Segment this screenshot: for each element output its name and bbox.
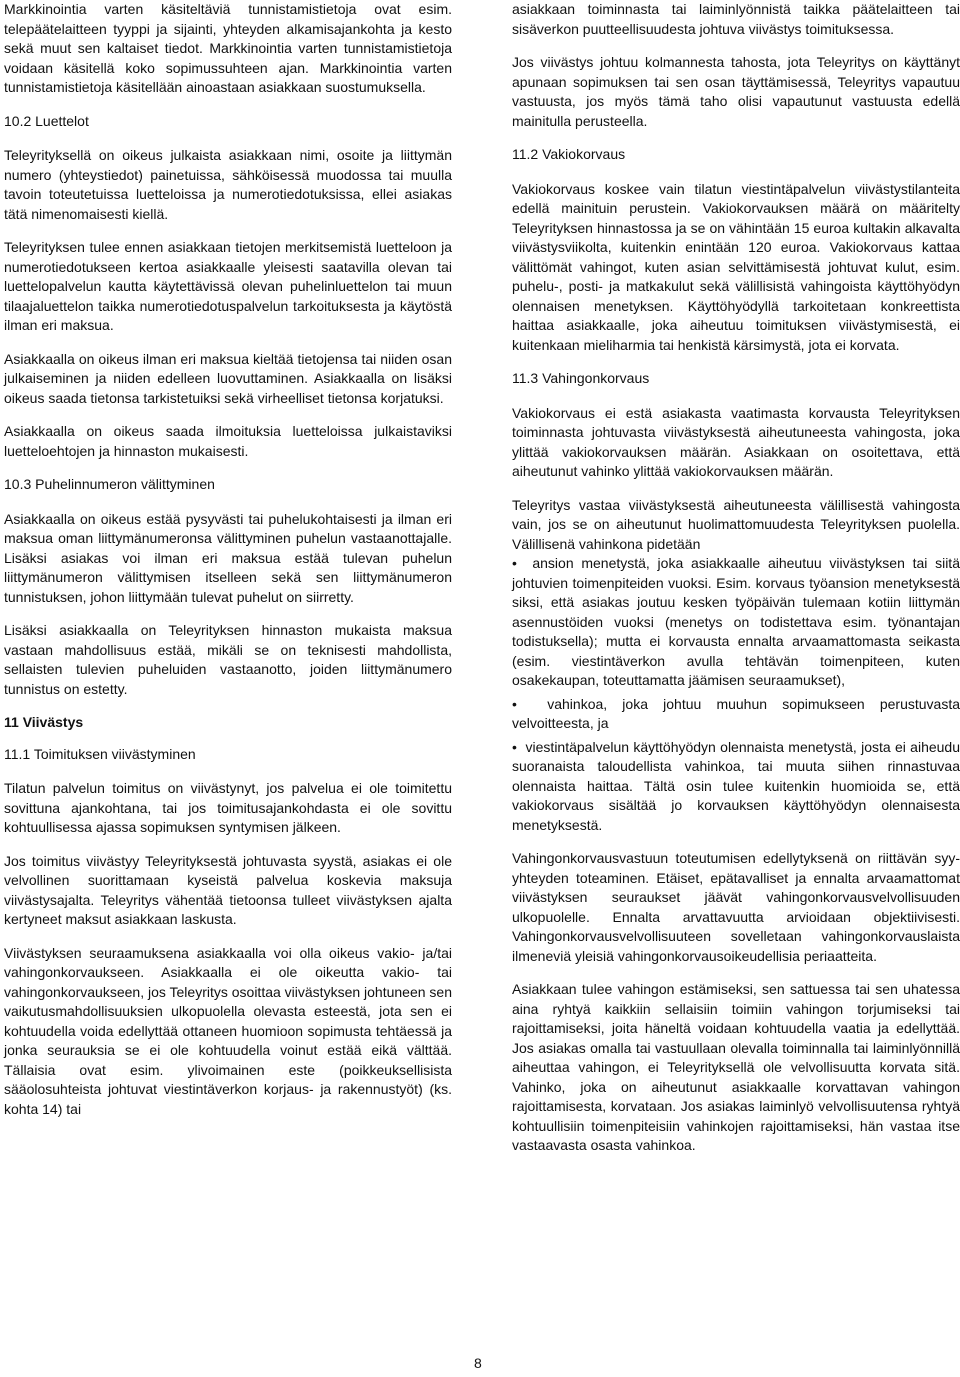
- right-column: [512, 0, 960, 1170]
- paragraph-customer-fault: asiakkaan toiminnasta tai laiminlyönnistä taikka päätelaitteen tai sisäverkon puutteellisuudesta johtuva viivästys toimituksessa.: [512, 1, 960, 37]
- heading-11-delay: 11 Viivästys: [4, 714, 84, 730]
- paragraph-standard-compensation: Vakiokorvaus koskee vain tilatun viestintäpalvelun viivästystilanteita edellä mainituin perustein. Vakiokorvauksen määrä on määritelty Teleyrityksen hinnastossa ja se on vähintään 15 euroa kultakin alkavalta viivästysviikolta, kuitenkin enintään 120 euroa. Vakiokorvaus kattaa välittömät vahingot, kuten asian selvittämisestä johtuvat kulut, esim. puhelu-, posti- ja matkakulut sekä välillisistä vahingoista käyttöhyödyn olennaisen menetyksen. Käyttöhyödyllä tarkoitetaan konkreettista haittaa asiakkaalle, joka aiheutuu toimituksen viivästymisestä, ei kuitenkaan mieliharmia tai henkistä kärsimystä, jota ei korvata.: [512, 180, 960, 353]
- list-item: • ansion menetystä, joka asiakkaalle aiheutuu viivästyksen tai siitä johtuvien toimenpiteiden vuoksi. Esim. korvaus työansion menetyksestä siksi, että asiakas joutuu kesken työpäivän tulemaan kotiin liittymän asennustöiden vuoksi (menetys on todistettava esim. työnantajan todistuksella); mutta ei korvausta ennalta arvaamattomasta seikasta (esim. viestintäverkon avulla tehtävän toimenpiteen, kuten osakekaupan, toteuttamatta jäämisen seuraamukset),: [512, 554, 960, 691]
- list-item: • vahinkoa, joka johtuu muuhun sopimukseen perustuvasta velvoitteesta, ja: [512, 695, 960, 734]
- paragraph-limit-damage: Asiakkaan tulee vahingon estämiseksi, sen sattuessa tai sen uhatessa aina ryhtyä kaikkiin sellaisiin toimiin vahingon torjumiseksi tai rajoittamiseksi, joita häneltä voidaan kohtuudella vaatia ja edellyttää. Jos asiakas omalla tai vastuullaan olevalla toiminnalla tai laiminlyönnillä aiheuttaa vahingon, ei Teleyrityksellä ole velvollisuutta korvata sitä. Vahinko, joka on aiheutunut asiakkaalle korvattavan vahingon rajoittamisesta, korvataan. Jos asiakas laiminlyö velvollisuutensa ryhtyä kohtuullisiin toimenpiteisiin vahinkojen rajoittamiseksi, hän vastaa itse vastaavasta osasta vahinkoa.: [512, 981, 960, 1153]
- paragraph-prohibit-publication: Asiakkaalla on oikeus ilman eri maksua kieltää tietojensa tai niiden osan julkaiseminen ja niiden edelleen luovuttaminen. Asiakkaalla on lisäksi oikeus saada tietonsa tarkistetuiksi sekä virheelliset tietonsa korjatuksi.: [4, 350, 452, 406]
- heading-10-2-directories: 10.2 Luettelot: [4, 112, 89, 129]
- paragraph-block-incoming: Lisäksi asiakkaalla on Teleyrityksen hinnaston mukaista maksua vastaan mahdollisuus estää, mikäli se on teknisesti mahdollista, sellaisten tulevien puheluiden vastaanotto, joiden liittymänumero tunnistus on estetty.: [4, 622, 452, 697]
- paragraph-indirect-damage: Teleyritys vastaa viivästyksestä aiheutuneesta välillisestä vahingosta vain, jos se on aiheutunut huolimattomuudesta Teleyrityksen puolella. Välillisenä vahinkona pidetään: [512, 496, 960, 552]
- heading-11-2-standard-compensation: 11.2 Vakiokorvaus: [512, 146, 626, 162]
- paragraph-delivery-delayed: Tilatun palvelun toimitus on viivästynyt, jos palvelua ei ole toimitettu sovittuna ajankohtana, tai jos toimitusajankohdasta ei ole sovittu kohtuullisessa ajassa sopimuksen syntymisen jälkeen.: [4, 780, 452, 835]
- page-number: 8: [474, 1355, 482, 1371]
- paragraph-delay-payments: Jos toimitus viivästyy Teleyrityksestä johtuvasta syystä, asiakas ei ole velvollinen suorittamaan kyseistä palvelua koskevia maksuja viivästysajalta. Teleyritys vähentää tietoonsa tulleet viivästyksen ajalta kertyneet maksut asiakkaan laskusta.: [4, 852, 452, 927]
- indirect-damage-list: [512, 554, 960, 835]
- heading-10-3-number-transmission: 10.3 Puhelinnumeron välittyminen: [4, 476, 215, 492]
- paragraph-directory-ads: Asiakkaalla on oikeus saada ilmoituksia luetteloissa julkaistaviksi luetteloehtojen ja hinnaston mukaisesti.: [4, 423, 452, 459]
- heading-11-3-damages: 11.3 Vahingonkorvaus: [512, 370, 650, 386]
- heading-11-1-delivery-delay: 11.1 Toimituksen viivästyminen: [4, 745, 196, 762]
- paragraph-delay-compensation: Viivästyksen seuraamuksena asiakkaalla voi olla oikeus vakio- ja/tai vahingonkorvaukseen. Asiakkaalla ei ole oikeutta vakio- tai vahingonkorvaukseen, jos Teleyritys osoittaa viivästyksen johtuneen sen vaikutusmahdollisuuksien ulkopuolella olevasta esteestä, jota sen ei kohtuudella voida edellyttää ottaneen huomioon sopimusta tehtäessä ja jonka seurauksia se ei ole kohtuudella voinut estää eikä välttää. Tällaisia ovat esim. ylivoimainen este (poikkeuksellisista sääolosuhteista johtuvat viestintäverkon korjaus- ja rakennustyöt) (ks. kohta 14) tai: [4, 944, 452, 1117]
- paragraph-damages-claim: Vakiokorvaus ei estä asiakasta vaatimasta korvausta Teleyrityksen toiminnasta johtuvasta viivästyksestä aiheutuneesta vahingosta, joka ylittää vakiokorvauksen määrän. Asiakkaan on osoitettava, että aiheutunut vahinko ylittää vakiokorvauksen määrän.: [512, 404, 960, 479]
- paragraph-block-number: Asiakkaalla on oikeus estää pysyvästi tai puhelukohtaisesti ja ilman eri maksua oman liittymänumeronsa välittyminen puhelun vastaanottajalle. Lisäksi asiakas voi ilman eri maksua estää tulevan puhelun liittymänumeron välittymisen itselleen sekä sen liittymänumeron tunnistuksen, johon liittymään tulevat puhelut on siirretty.: [4, 510, 452, 605]
- paragraph-marketing-data: Markkinointia varten käsiteltäviä tunnistamistietoja ovat esim. telepäätelaitteen tyyppi ja sijainti, yhteyden alkamisajankohta ja kesto sekä muut sen kaltaiset tiedot. Markkinointia varten tunnistamistietoja voidaan käsitellä koko sopimussuhteen ajan. Markkinointia varten tunnistamistietoja käsitellään ainoastaan asiakkaan suostumuksella.: [4, 1, 452, 95]
- paragraph-third-party: Jos viivästys johtuu kolmannesta tahosta, jota Teleyritys on käyttänyt apunaan sopimuksen tai sen osan täyttämisessä, Teleyritys vapautuu vastuusta, jos myös tämä taho olisi vapautunut vastuusta edellä mainitulla perusteella.: [512, 54, 960, 129]
- list-item: • viestintäpalvelun käyttöhyödyn olennaista menetystä, josta ei aiheudu suoranaista taloudellista vahinkoa, tai muuta siihen rinnastuvaa olennaista haittaa. Tältä osin tulee kuitenkin huomioida se, että vakiokorvaus sisältää jo korvauksen käyttöhyödyn olennaisesta menetyksestä.: [512, 738, 960, 836]
- paragraph-inform-customer: Teleyrityksen tulee ennen asiakkaan tietojen merkitsemistä luetteloon ja numerotiedotukseen kertoa asiakkaalle yleisesti saatavilla olevan tai luettelopalvelun kautta käytettävissä olevan puhelinluettelon tai muun tilaajaluettelon taikka numerotiedotuspalvelun tarkoituksesta ja käytöstä ilman eri maksua.: [4, 239, 452, 333]
- paragraph-causality: Vahingonkorvausvastuun toteutumisen edellytyksenä on riittävän syy-yhteyden toteaminen. Etäiset, epätavalliset ja ennalta arvaamattomat viivästyksen seuraukset jäävät vahingonkorvausvelvollisuuden ulkopuolelle. Ennalta arvattavuutta arvioidaan objektiivisesti. Vahingonkorvausvelvollisuuteen sovelletaan vahingonkorvauslaista ilmeneviä yleisiä vahingonkorvausoikeudellisia periaatteita.: [512, 850, 960, 964]
- left-column: [4, 0, 452, 1133]
- paragraph-publish-rights: Teleyrityksellä on oikeus julkaista asiakkaan nimi, osoite ja liittymän numero (yhteystiedot) painetuissa, sähköisessä muodossa tai muulla tavoin toteutetuissa luetteloissa ja numerotiedotuksissa, ellei asiakas tätä nimenomaisesti kiellä.: [4, 147, 452, 222]
